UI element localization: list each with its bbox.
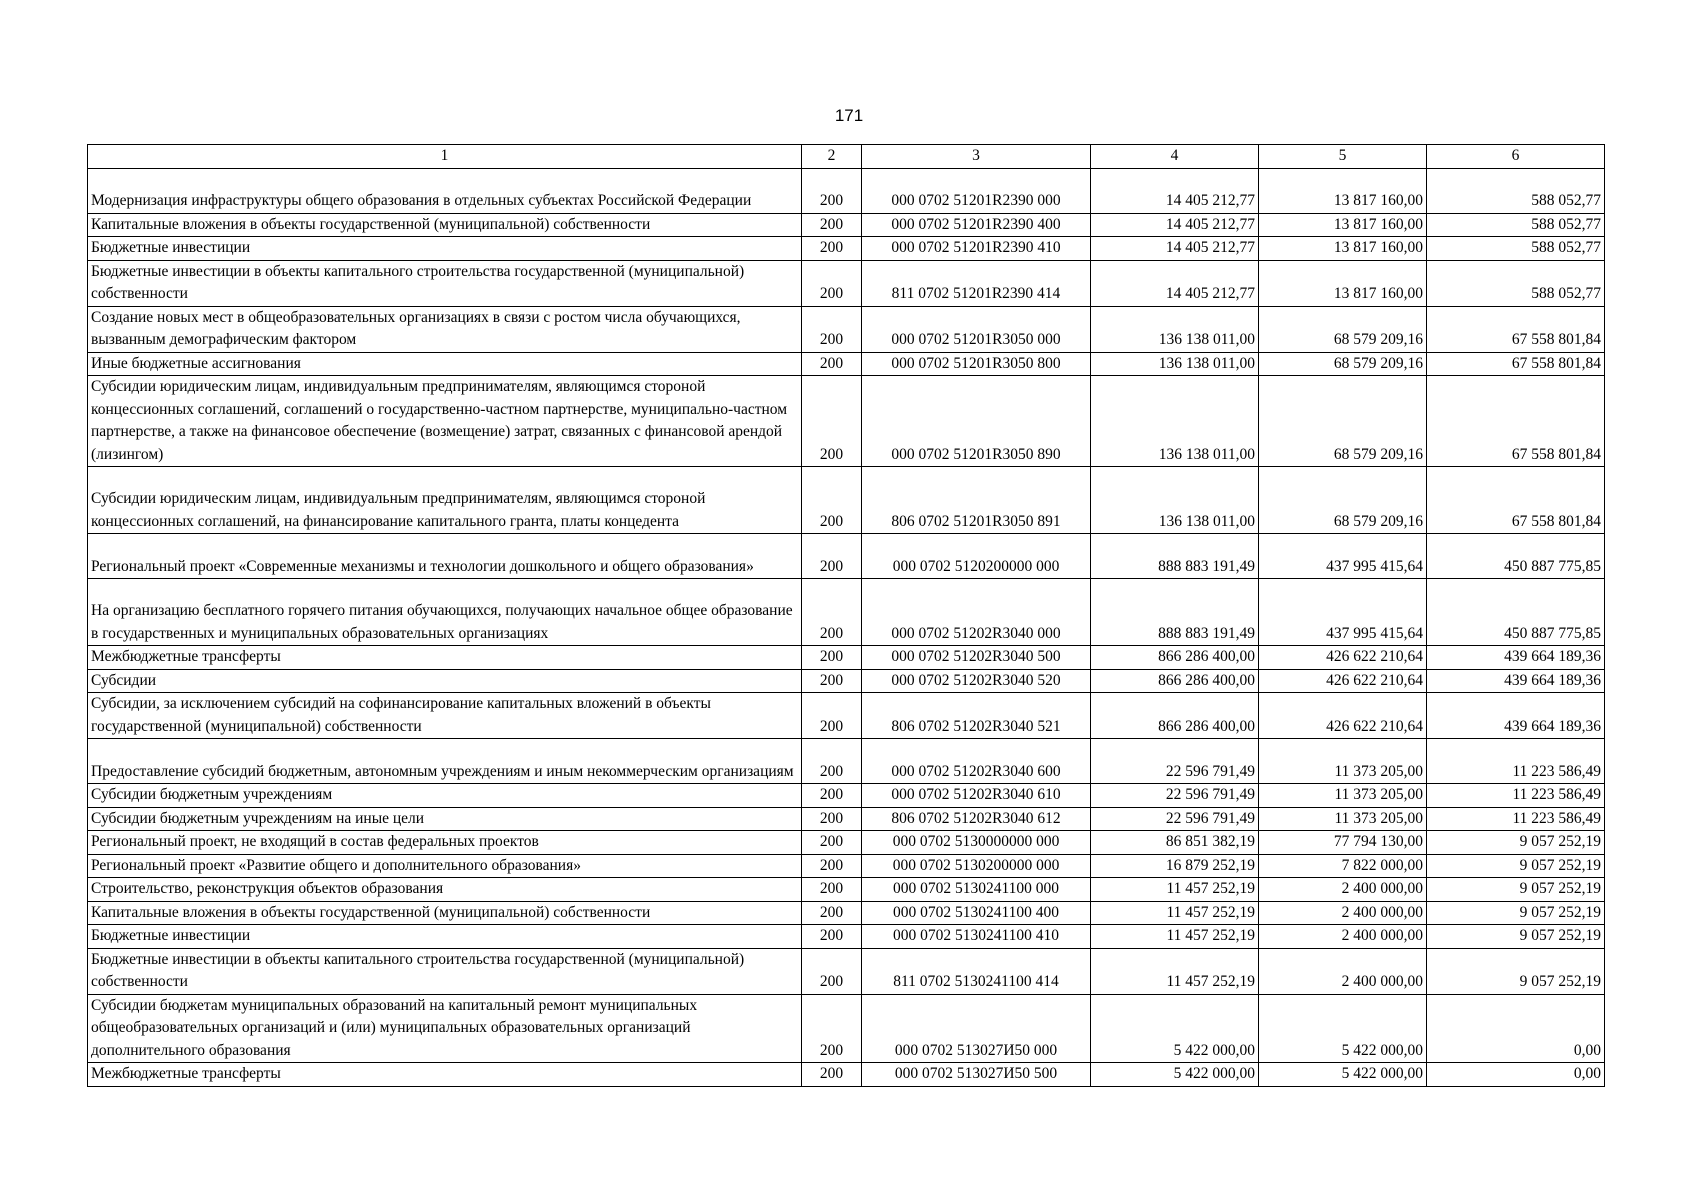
row-value-col4: 11 457 252,19	[1091, 901, 1259, 925]
row-value-col6: 67 558 801,84	[1427, 467, 1605, 534]
page-number: 171	[834, 106, 864, 125]
row-value-col6: 9 057 252,19	[1427, 831, 1605, 855]
row-code-cell: 806 0702 51202R3040 521	[862, 693, 1091, 739]
row-col2-cell: 200	[802, 807, 862, 831]
row-col2-cell: 200	[802, 213, 862, 237]
row-code-cell: 811 0702 51201R2390 414	[862, 260, 1091, 306]
row-name-cell: Субсидии, за исключением субсидий на софинансирование капитальных вложений в объекты государственной (муниципальной) собственности	[88, 693, 802, 739]
row-col2-cell: 200	[802, 168, 862, 213]
row-name-cell: Бюджетные инвестиции в объекты капитального строительства государственной (муниципальной) собственности	[88, 260, 802, 306]
row-value-col4: 136 138 011,00	[1091, 376, 1259, 467]
row-code-cell: 000 0702 51201R2390 410	[862, 237, 1091, 261]
table-body	[88, 168, 1605, 1086]
header-col-3: 3	[862, 145, 1091, 169]
row-value-col4: 11 457 252,19	[1091, 948, 1259, 994]
row-name-cell: Субсидии юридическим лицам, индивидуальным предпринимателям, являющимся стороной концессионных соглашений, на финансирование капитального гранта, платы концедента	[88, 467, 802, 534]
row-col2-cell: 200	[802, 669, 862, 693]
row-col2-cell: 200	[802, 878, 862, 902]
row-value-col4: 16 879 252,19	[1091, 854, 1259, 878]
row-col2-cell: 200	[802, 260, 862, 306]
row-col2-cell: 200	[802, 739, 862, 784]
row-value-col4: 888 883 191,49	[1091, 534, 1259, 579]
row-col2-cell: 200	[802, 534, 862, 579]
header-col-4: 4	[1091, 145, 1259, 169]
row-name-cell: Межбюджетные трансферты	[88, 646, 802, 670]
table-row	[88, 646, 1605, 670]
row-value-col6: 9 057 252,19	[1427, 854, 1605, 878]
row-value-col5: 2 400 000,00	[1259, 948, 1427, 994]
row-value-col6: 588 052,77	[1427, 168, 1605, 213]
row-value-col6: 67 558 801,84	[1427, 376, 1605, 467]
row-value-col5: 68 579 209,16	[1259, 376, 1427, 467]
row-value-col5: 437 995 415,64	[1259, 534, 1427, 579]
table-row	[88, 352, 1605, 376]
table-row	[88, 807, 1605, 831]
header-col-5: 5	[1259, 145, 1427, 169]
row-name-cell: Региональный проект, не входящий в состав федеральных проектов	[88, 831, 802, 855]
row-name-cell: Субсидии бюджетным учреждениям на иные цели	[88, 807, 802, 831]
row-col2-cell: 200	[802, 693, 862, 739]
table-row	[88, 260, 1605, 306]
row-value-col5: 11 373 205,00	[1259, 784, 1427, 808]
table-row	[88, 693, 1605, 739]
row-col2-cell: 200	[802, 376, 862, 467]
table-row	[88, 306, 1605, 352]
table-row	[88, 784, 1605, 808]
row-col2-cell: 200	[802, 925, 862, 949]
row-value-col6: 439 664 189,36	[1427, 693, 1605, 739]
table-row	[88, 669, 1605, 693]
row-value-col4: 866 286 400,00	[1091, 693, 1259, 739]
row-value-col5: 437 995 415,64	[1259, 579, 1427, 646]
row-name-cell: Создание новых мест в общеобразовательных организациях в связи с ростом числа обучающихся, вызванным демографическим фактором	[88, 306, 802, 352]
row-name-cell: Капитальные вложения в объекты государственной (муниципальной) собственности	[88, 901, 802, 925]
row-value-col4: 866 286 400,00	[1091, 669, 1259, 693]
row-value-col4: 86 851 382,19	[1091, 831, 1259, 855]
row-value-col5: 2 400 000,00	[1259, 878, 1427, 902]
row-value-col4: 11 457 252,19	[1091, 925, 1259, 949]
row-code-cell: 000 0702 51201R2390 000	[862, 168, 1091, 213]
row-col2-cell: 200	[802, 306, 862, 352]
row-col2-cell: 200	[802, 352, 862, 376]
row-value-col4: 136 138 011,00	[1091, 306, 1259, 352]
row-value-col5: 2 400 000,00	[1259, 925, 1427, 949]
row-col2-cell: 200	[802, 854, 862, 878]
table-row	[88, 213, 1605, 237]
row-code-cell: 806 0702 51202R3040 612	[862, 807, 1091, 831]
row-value-col5: 5 422 000,00	[1259, 1063, 1427, 1087]
row-name-cell: Субсидии юридическим лицам, индивидуальным предпринимателям, являющимся стороной концессионных соглашений, соглашений о государственно-частном партнерстве, муниципально-частном партнерстве, а также на финансовое обеспечение (возмещение) затрат, связанных с финансовой арендой (лизингом)	[88, 376, 802, 467]
row-value-col4: 14 405 212,77	[1091, 168, 1259, 213]
row-value-col6: 450 887 775,85	[1427, 579, 1605, 646]
row-value-col6: 9 057 252,19	[1427, 948, 1605, 994]
table-row	[88, 534, 1605, 579]
row-code-cell: 000 0702 51201R3050 890	[862, 376, 1091, 467]
row-code-cell: 000 0702 51202R3040 610	[862, 784, 1091, 808]
row-value-col5: 68 579 209,16	[1259, 306, 1427, 352]
row-value-col5: 426 622 210,64	[1259, 669, 1427, 693]
table-row	[88, 854, 1605, 878]
row-col2-cell: 200	[802, 948, 862, 994]
row-code-cell: 000 0702 5130200000 000	[862, 854, 1091, 878]
table-row	[88, 831, 1605, 855]
row-value-col6: 588 052,77	[1427, 260, 1605, 306]
row-name-cell: Субсидии бюджетам муниципальных образований на капитальный ремонт муниципальных общеобразовательных организаций и (или) муниципальных образовательных организаций дополнительного образования	[88, 994, 802, 1063]
row-code-cell: 000 0702 51202R3040 500	[862, 646, 1091, 670]
table-row	[88, 901, 1605, 925]
row-value-col6: 439 664 189,36	[1427, 669, 1605, 693]
row-code-cell: 000 0702 51202R3040 000	[862, 579, 1091, 646]
table-row	[88, 467, 1605, 534]
row-value-col6: 0,00	[1427, 1063, 1605, 1087]
row-col2-cell: 200	[802, 237, 862, 261]
row-value-col4: 866 286 400,00	[1091, 646, 1259, 670]
row-value-col6: 9 057 252,19	[1427, 925, 1605, 949]
row-value-col5: 426 622 210,64	[1259, 646, 1427, 670]
row-code-cell: 000 0702 5130241100 410	[862, 925, 1091, 949]
row-value-col4: 11 457 252,19	[1091, 878, 1259, 902]
row-value-col4: 888 883 191,49	[1091, 579, 1259, 646]
table-row	[88, 739, 1605, 784]
row-value-col6: 588 052,77	[1427, 213, 1605, 237]
row-value-col4: 5 422 000,00	[1091, 1063, 1259, 1087]
row-name-cell: Предоставление субсидий бюджетным, автономным учреждениям и иным некоммерческим организациям	[88, 739, 802, 784]
row-name-cell: Межбюджетные трансферты	[88, 1063, 802, 1087]
row-name-cell: Капитальные вложения в объекты государственной (муниципальной) собственности	[88, 213, 802, 237]
row-name-cell: Иные бюджетные ассигнования	[88, 352, 802, 376]
table-row	[88, 878, 1605, 902]
row-value-col4: 136 138 011,00	[1091, 467, 1259, 534]
row-name-cell: Субсидии	[88, 669, 802, 693]
row-code-cell: 000 0702 5130000000 000	[862, 831, 1091, 855]
row-value-col4: 14 405 212,77	[1091, 213, 1259, 237]
row-col2-cell: 200	[802, 579, 862, 646]
row-value-col6: 0,00	[1427, 994, 1605, 1063]
row-code-cell: 806 0702 51201R3050 891	[862, 467, 1091, 534]
row-code-cell: 000 0702 513027И50 500	[862, 1063, 1091, 1087]
header-col-1: 1	[88, 145, 802, 169]
table-row	[88, 168, 1605, 213]
row-value-col6: 9 057 252,19	[1427, 901, 1605, 925]
row-name-cell: Бюджетные инвестиции в объекты капитального строительства государственной (муниципальной) собственности	[88, 948, 802, 994]
table-row	[88, 925, 1605, 949]
row-code-cell: 811 0702 5130241100 414	[862, 948, 1091, 994]
row-value-col5: 68 579 209,16	[1259, 467, 1427, 534]
row-value-col5: 2 400 000,00	[1259, 901, 1427, 925]
row-value-col5: 11 373 205,00	[1259, 739, 1427, 784]
table-row	[88, 994, 1605, 1063]
row-value-col6: 67 558 801,84	[1427, 352, 1605, 376]
row-code-cell: 000 0702 51202R3040 600	[862, 739, 1091, 784]
row-value-col5: 13 817 160,00	[1259, 237, 1427, 261]
row-value-col6: 588 052,77	[1427, 237, 1605, 261]
row-value-col5: 426 622 210,64	[1259, 693, 1427, 739]
row-value-col5: 77 794 130,00	[1259, 831, 1427, 855]
row-name-cell: Бюджетные инвестиции	[88, 925, 802, 949]
row-value-col6: 11 223 586,49	[1427, 739, 1605, 784]
row-value-col4: 22 596 791,49	[1091, 807, 1259, 831]
row-value-col6: 67 558 801,84	[1427, 306, 1605, 352]
row-col2-cell: 200	[802, 994, 862, 1063]
row-value-col6: 11 223 586,49	[1427, 784, 1605, 808]
table-row	[88, 948, 1605, 994]
row-value-col5: 5 422 000,00	[1259, 994, 1427, 1063]
row-value-col5: 13 817 160,00	[1259, 260, 1427, 306]
row-code-cell: 000 0702 513027И50 000	[862, 994, 1091, 1063]
table-row	[88, 1063, 1605, 1087]
row-name-cell: Бюджетные инвестиции	[88, 237, 802, 261]
row-value-col5: 7 822 000,00	[1259, 854, 1427, 878]
row-value-col4: 14 405 212,77	[1091, 237, 1259, 261]
table-row	[88, 237, 1605, 261]
row-value-col4: 14 405 212,77	[1091, 260, 1259, 306]
row-name-cell: Региональный проект «Развитие общего и дополнительного образования»	[88, 854, 802, 878]
header-col-6: 6	[1427, 145, 1605, 169]
table-row	[88, 376, 1605, 467]
row-name-cell: Субсидии бюджетным учреждениям	[88, 784, 802, 808]
header-row	[88, 145, 1605, 169]
row-col2-cell: 200	[802, 467, 862, 534]
row-code-cell: 000 0702 51201R3050 800	[862, 352, 1091, 376]
budget-table	[87, 144, 1605, 1087]
row-value-col5: 68 579 209,16	[1259, 352, 1427, 376]
row-value-col5: 11 373 205,00	[1259, 807, 1427, 831]
row-value-col4: 22 596 791,49	[1091, 739, 1259, 784]
row-value-col5: 13 817 160,00	[1259, 213, 1427, 237]
row-value-col6: 11 223 586,49	[1427, 807, 1605, 831]
row-code-cell: 000 0702 5130241100 400	[862, 901, 1091, 925]
row-code-cell: 000 0702 5130241100 000	[862, 878, 1091, 902]
row-value-col5: 13 817 160,00	[1259, 168, 1427, 213]
row-col2-cell: 200	[802, 646, 862, 670]
row-code-cell: 000 0702 51202R3040 520	[862, 669, 1091, 693]
row-value-col6: 450 887 775,85	[1427, 534, 1605, 579]
row-code-cell: 000 0702 51201R2390 400	[862, 213, 1091, 237]
row-code-cell: 000 0702 51201R3050 000	[862, 306, 1091, 352]
row-code-cell: 000 0702 5120200000 000	[862, 534, 1091, 579]
table-row	[88, 579, 1605, 646]
row-col2-cell: 200	[802, 784, 862, 808]
row-name-cell: Строительство, реконструкция объектов образования	[88, 878, 802, 902]
row-value-col4: 22 596 791,49	[1091, 784, 1259, 808]
row-value-col4: 5 422 000,00	[1091, 994, 1259, 1063]
row-value-col4: 136 138 011,00	[1091, 352, 1259, 376]
row-name-cell: Региональный проект «Современные механизмы и технологии дошкольного и общего образования»	[88, 534, 802, 579]
row-col2-cell: 200	[802, 1063, 862, 1087]
header-col-2: 2	[802, 145, 862, 169]
row-col2-cell: 200	[802, 831, 862, 855]
row-name-cell: Модернизация инфраструктуры общего образования в отдельных субъектах Российской Федерации	[88, 168, 802, 213]
row-col2-cell: 200	[802, 901, 862, 925]
row-value-col6: 439 664 189,36	[1427, 646, 1605, 670]
row-value-col6: 9 057 252,19	[1427, 878, 1605, 902]
row-name-cell: На организацию бесплатного горячего питания обучающихся, получающих начальное общее образование в государственных и муниципальных образовательных организациях	[88, 579, 802, 646]
